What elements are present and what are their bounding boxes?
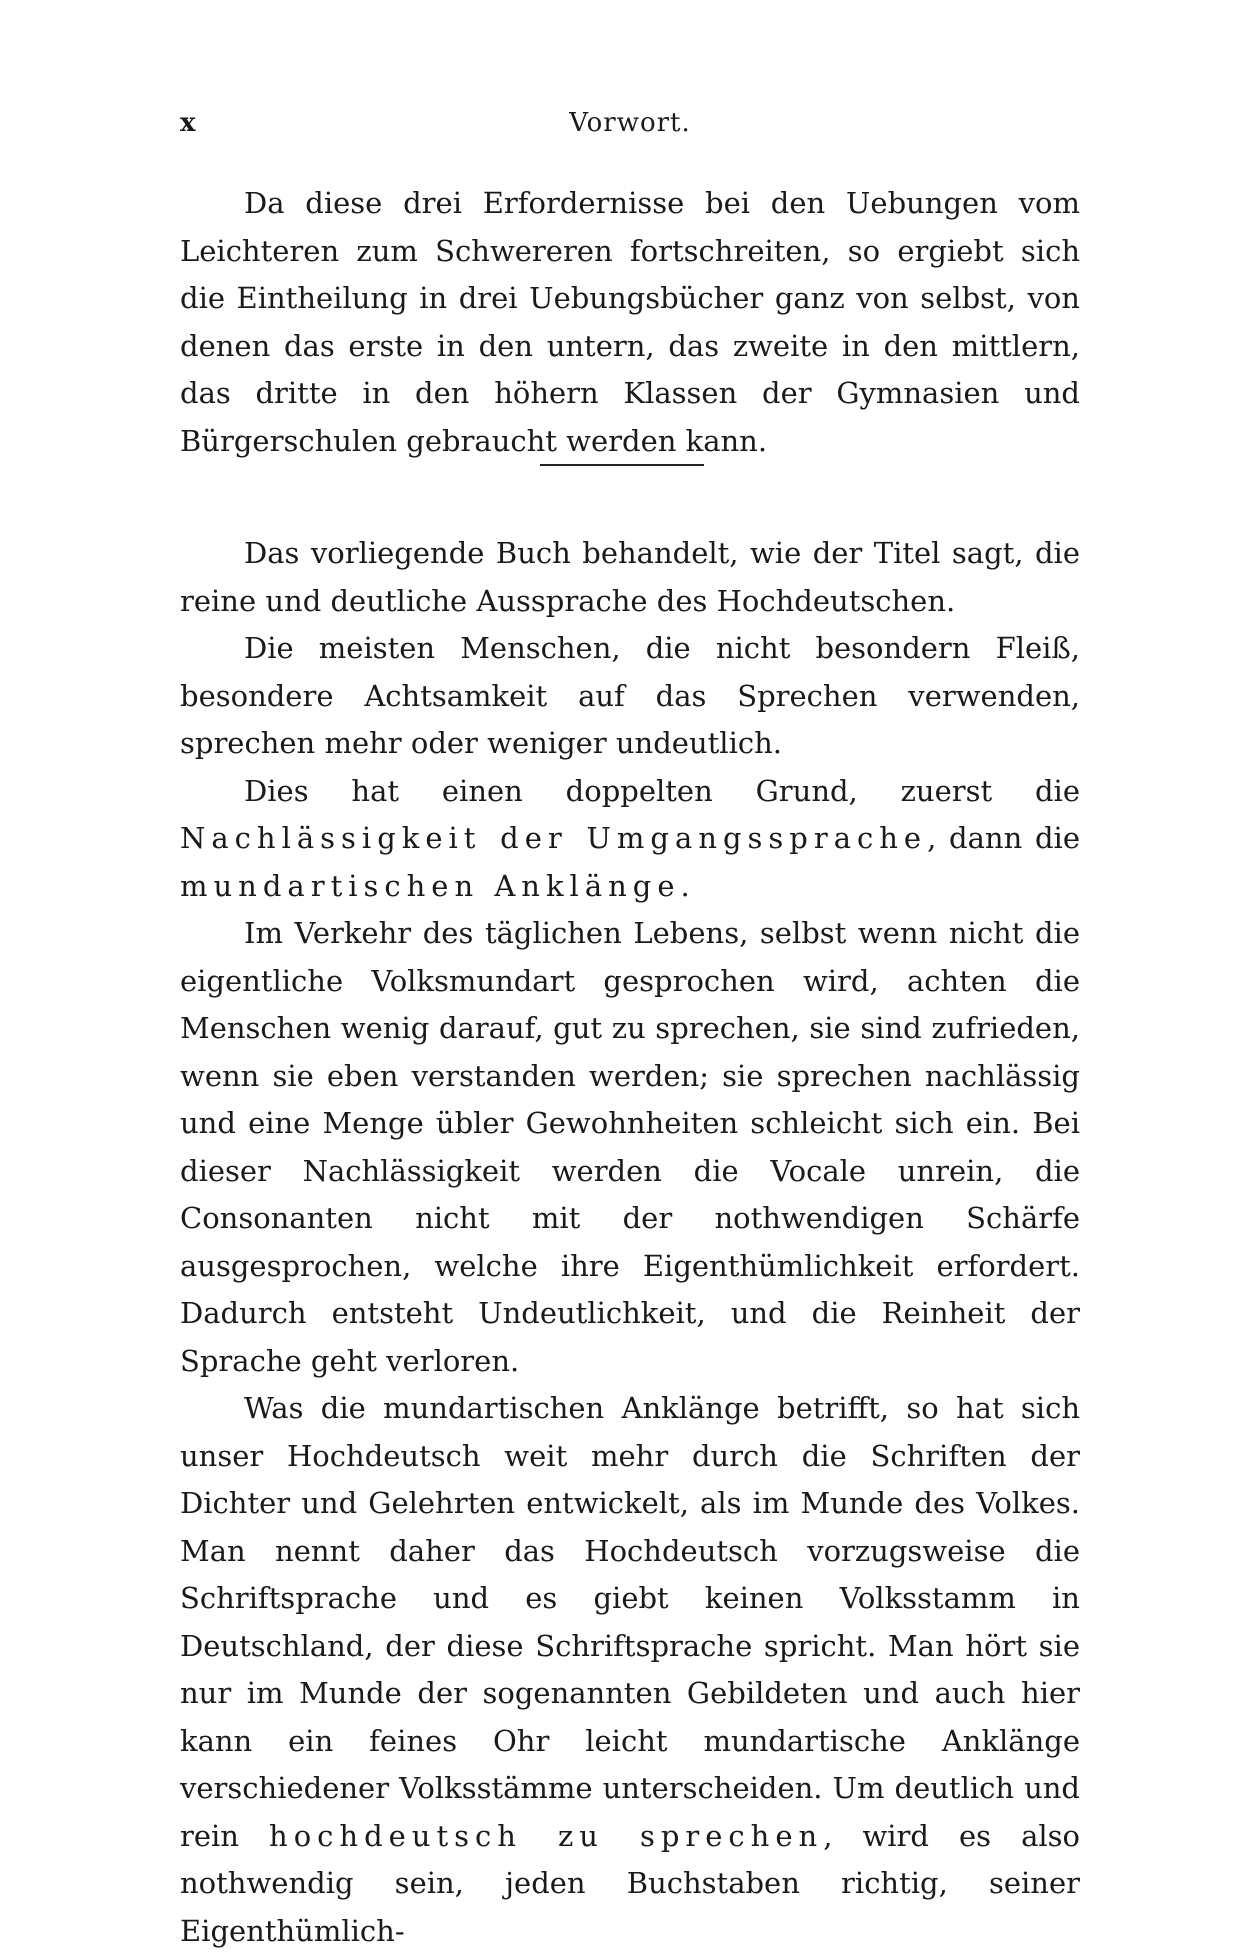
text-run: Was die mundartischen Anklänge betrifft, so hat sich unser Hochdeutsch weit mehr durch die Schriften der Dichter und Gelehrten entwickelt, als im Munde des Volkes. Man nennt daher das Hochdeutsch vorzugsweise die Schriftsprache und es giebt keinen Volksstamm in Deutschland, der diese Schriftsprache spricht. Man hört sie nur im Munde der sogenannten Gebildeten und auch hier kann ein feines Ohr leicht mundartische Anklänge verschiedener Volksstämme unterscheiden. Um deutlich und rein xyxy=(180,1391,1080,1853)
section-two xyxy=(180,530,1080,1955)
paragraph-two-reasons xyxy=(180,768,1080,911)
text-run: . xyxy=(680,868,690,903)
text-run: Dies hat einen doppelten Grund, zuerst die xyxy=(244,773,1080,808)
paragraph-daily-speech: Im Verkehr des täglichen Lebens, selbst wenn nicht die eigentliche Volksmundart gesprochen wird, achten die Menschen wenig darauf, gut zu sprechen, sie sind zufrieden, wenn sie eben verstanden werden; sie sprechen nachlässig und eine Menge übler Gewohnheiten schleicht sich ein. Bei dieser Nachlässigkeit werden die Vocale unrein, die Consonanten nicht mit der nothwendigen Schärfe ausgesprochen, welche ihre Eigenthümlichkeit erfordert. Dadurch entsteht Undeutlichkeit, und die Reinheit der Sprache geht verloren. xyxy=(180,916,1080,1378)
emphasis-speak-high-german: hochdeutsch zu sprechen xyxy=(269,1818,824,1853)
paragraph-exercise-books: Da diese drei Erfordernisse bei den Uebungen vom Leichteren zum Schwereren fortschreiten, so ergiebt sich die Eintheilung in drei Uebungsbücher ganz von selbst, von denen das erste in den untern, das zweite in den mittlern, das dritte in den höhern Klassen der Gymnasien und Bürgerschulen gebraucht werden kann. xyxy=(180,186,1080,458)
emphasis-dialect-echoes: mundartischen Anklänge xyxy=(180,868,681,903)
running-head xyxy=(180,108,1080,148)
paragraph-unclear-speech: Die meisten Menschen, die nicht besondern Fleiß, besondere Achtsamkeit auf das Sprechen verwenden, sprechen mehr oder weniger undeutlich. xyxy=(180,631,1080,760)
text-run: , dann die xyxy=(927,821,1080,855)
emphasis-negligence: Nachlässigkeit der Umgangssprache xyxy=(180,821,928,855)
section-divider xyxy=(540,464,704,466)
text-run: , wird es also nothwendig sein, jeden Buchstaben richtig, seiner Eigenthümlich- xyxy=(180,1818,1080,1948)
running-title: Vorwort. xyxy=(569,108,691,138)
section-one xyxy=(180,180,1080,465)
paragraph-book-subject: Das vorliegende Buch behandelt, wie der Titel sagt, die reine und deutliche Aussprache des Hochdeutschen. xyxy=(180,536,1080,618)
page-number: x xyxy=(180,108,196,138)
paragraph-dialect-echoes xyxy=(180,1385,1080,1955)
